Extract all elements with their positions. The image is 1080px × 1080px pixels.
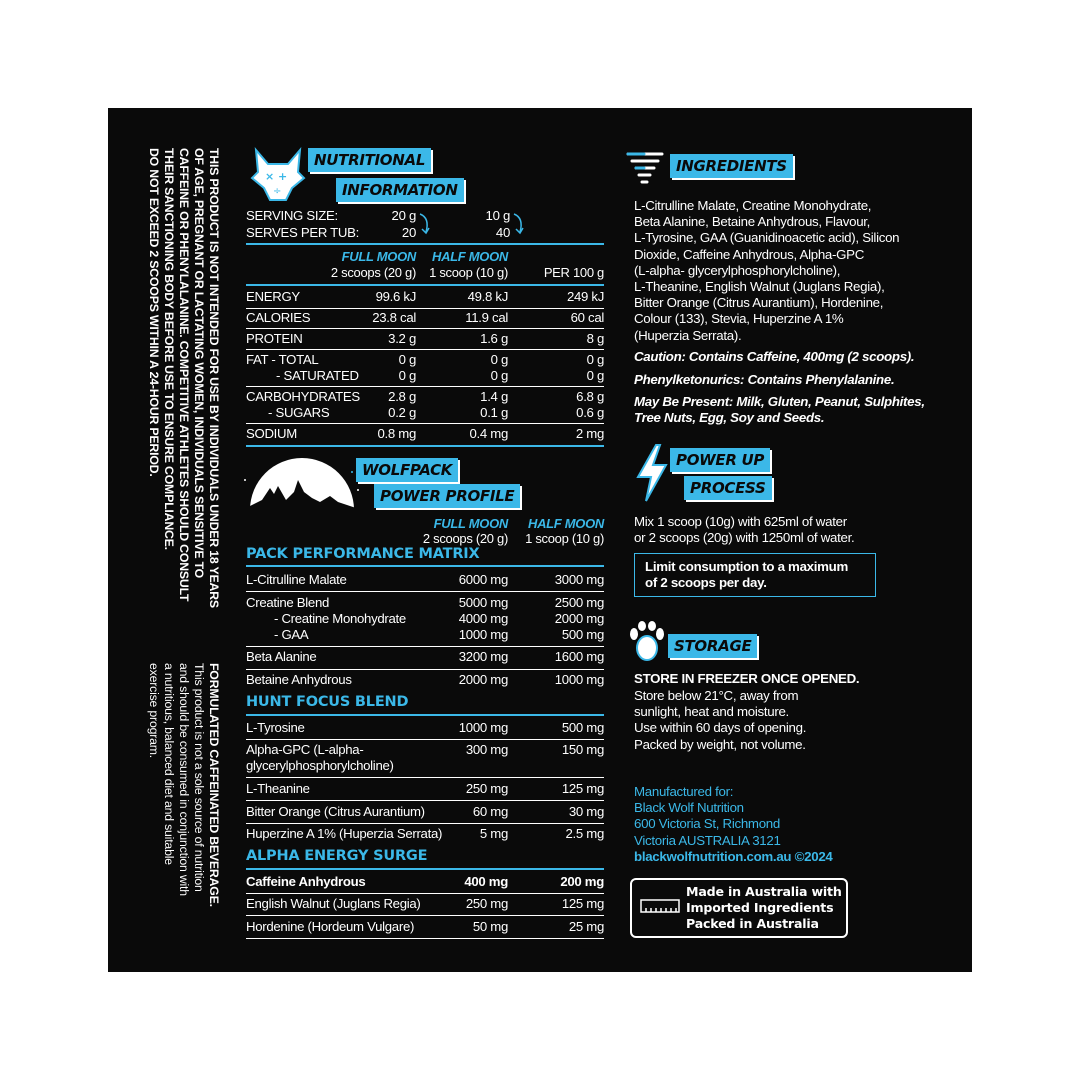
manufacturer-line: 600 Victoria St, Richmond: [634, 816, 780, 832]
pp-col-half-moon: HALF MOON: [527, 516, 604, 531]
made-in-line2: Imported Ingredients: [686, 900, 834, 915]
storage-headline: STORE IN FREEZER ONCE OPENED.: [634, 671, 860, 686]
group-hunt-focus: HUNT FOCUS BLEND: [246, 694, 409, 710]
divider: [246, 800, 604, 801]
col-half-moon: HALF MOON: [431, 249, 508, 264]
serving-size-label: SERVING SIZE:: [246, 208, 338, 223]
label-panel: [108, 108, 972, 972]
group-alpha-energy: ALPHA ENERGY SURGE: [246, 848, 428, 864]
paw-icon: [628, 620, 666, 664]
pp-half: 1600 mg: [554, 649, 604, 664]
manufacturer-line: Black Wolf Nutrition: [634, 800, 744, 816]
ingredients-line: Bitter Orange (Citrus Aurantium), Hordenine,: [634, 295, 884, 311]
full-serves: 20: [401, 225, 416, 240]
process-line2: or 2 scoops (20g) with 1250ml of water.: [634, 530, 855, 545]
ingredients-line: (L-alpha- glycerylphosphorylcholine),: [634, 262, 841, 278]
nutrition-per100: 0 g: [586, 352, 604, 367]
divider: [246, 669, 604, 670]
pp-label: Hordenine (Hordeum Vulgare): [246, 919, 415, 934]
pp-full: 5 mg: [479, 826, 508, 841]
ingredients-line: Colour (133), Stevia, Huperzine A 1%: [634, 311, 844, 327]
arrow-icon: [512, 212, 526, 236]
pp-full: 250 mg: [465, 781, 508, 796]
ingredients-line: Beta Alanine, Betaine Anhydrous, Flavour,: [634, 214, 871, 230]
pp-full: 250 mg: [465, 896, 508, 911]
svg-text:÷: ÷: [273, 186, 282, 197]
power-profile-title-line2: POWER PROFILE: [374, 484, 520, 508]
nutrition-full: 0.8 mg: [377, 426, 416, 441]
col-full-moon-sub: 2 scoops (20 g): [330, 265, 416, 280]
storage-text: [634, 688, 806, 753]
limit-box: [634, 553, 876, 597]
process-line1: Mix 1 scoop (10g) with 625ml of water: [634, 514, 847, 529]
pp-full: 1000 mg: [458, 627, 508, 642]
nutrition-half: 0.4 mg: [469, 426, 508, 441]
pp-full: 5000 mg: [458, 595, 508, 610]
pp-full: 6000 mg: [458, 572, 508, 587]
warning-line: THEIR SANCTIONING BODY BEFORE USE TO ENSURE COMPLIANCE.: [162, 148, 176, 550]
pp-label: L-Citrulline Malate: [246, 572, 347, 587]
warning-line: OF AGE, PREGNANT OR LACTATING WOMEN, INDIVIDUALS SENSITIVE TO: [192, 148, 206, 579]
ingredients-line: L-Theanine, English Walnut (Juglans Regia),: [634, 279, 885, 295]
may-present-line1: May Be Present: Milk, Gluten, Peanut, Sulphites,: [634, 394, 925, 409]
pp-label: - Creatine Monohydrate: [274, 611, 406, 626]
nutrition-label: - SATURATED: [276, 368, 359, 383]
pp-half: 30 mg: [568, 804, 604, 819]
serves-per-tub-label: SERVES PER TUB:: [246, 225, 360, 240]
tornado-icon: [624, 148, 666, 190]
group-pack-performance: PACK PERFORMANCE MATRIX: [246, 546, 480, 562]
divider: [246, 284, 604, 286]
manufacturer-line: Manufactured for:: [634, 784, 734, 799]
pp-label: - GAA: [274, 627, 309, 642]
nutrition-title-line2: INFORMATION: [336, 178, 464, 202]
warning-line: CAFFEINE OR PHENYLALANINE. COMPETITIVE ATHLETES SHOULD CONSULT: [177, 148, 191, 602]
pp-half: 2500 mg: [554, 595, 604, 610]
pp-half: 500 mg: [561, 627, 604, 642]
nutrition-full: 0.2 g: [388, 405, 416, 420]
nutrition-half: 0 g: [490, 352, 508, 367]
warning-line: THIS PRODUCT IS NOT INTENDED FOR USE BY INDIVIDUALS UNDER 18 YEARS: [207, 148, 221, 608]
divider: [246, 823, 604, 824]
nutrition-full: 23.8 cal: [372, 310, 416, 325]
formulated-title: FORMULATED CAFFEINATED BEVERAGE.: [207, 663, 221, 907]
pp-half: 125 mg: [561, 781, 604, 796]
process-title-line1: POWER UP: [670, 448, 770, 472]
divider: [246, 445, 604, 447]
divider: [246, 938, 604, 939]
pp-full: 300 mg: [465, 742, 508, 757]
nutrition-per100: 0 g: [586, 368, 604, 383]
nutrition-half: 1.6 g: [480, 331, 508, 346]
made-in-line3: Packed in Australia: [686, 916, 819, 931]
nutrition-per100: 249 kJ: [566, 289, 604, 304]
nutrition-half: 0.1 g: [480, 405, 508, 420]
nutrition-full: 2.8 g: [388, 389, 416, 404]
divider: [246, 328, 604, 329]
power-profile-title-line1: WOLFPACK: [356, 458, 458, 482]
pp-half: 2000 mg: [554, 611, 604, 626]
pp-label: Betaine Anhydrous: [246, 672, 352, 687]
wolf-moon-icon: [242, 450, 362, 516]
pp-half: 3000 mg: [554, 572, 604, 587]
svg-text:× +: × +: [265, 170, 288, 183]
pp-half: 200 mg: [560, 874, 604, 889]
storage-line: Packed by weight, not volume.: [634, 736, 806, 752]
nutrition-label: PROTEIN: [246, 331, 303, 346]
nutrition-full: 0 g: [398, 352, 416, 367]
made-in-line1: Made in Australia with: [686, 884, 842, 899]
divider: [246, 308, 604, 309]
full-serving-size: 20 g: [391, 208, 416, 223]
process-title-line2: PROCESS: [684, 476, 772, 500]
pp-label: Creatine Blend: [246, 595, 330, 610]
formulated-line: exercise program.: [147, 663, 161, 759]
manufacturer-line: Victoria AUSTRALIA 3121: [634, 832, 781, 848]
limit-line1: Limit consumption to a maximum: [645, 559, 849, 574]
storage-line: sunlight, heat and moisture.: [634, 704, 789, 720]
made-in-australia-box: [630, 878, 848, 938]
nutrition-label: CALORIES: [246, 310, 311, 325]
arrow-icon: [418, 212, 432, 236]
pp-label: glycerylphosphorylcholine): [246, 758, 394, 773]
limit-line2: of 2 scoops per day.: [645, 575, 767, 590]
wolf-icon: [248, 144, 308, 204]
measuring-bar-icon: [640, 899, 680, 913]
lightning-icon: [634, 443, 670, 503]
pp-full: 2000 mg: [458, 672, 508, 687]
nutrition-half: 49.8 kJ: [467, 289, 508, 304]
pp-label: Huperzine A 1% (Huperzia Serrata): [246, 826, 443, 841]
formulated-line: This product is not a sole source of nutrition: [192, 663, 206, 892]
pp-half: 500 mg: [561, 720, 604, 735]
manufacturer-line: blackwolfnutrition.com.au ©2024: [634, 848, 833, 864]
divider: [246, 386, 604, 387]
caution-text: Caution: Contains Caffeine, 400mg (2 scoops).: [634, 349, 915, 364]
pp-full: 60 mg: [472, 804, 508, 819]
pp-full: 400 mg: [464, 874, 508, 889]
nutrition-per100: 0.6 g: [576, 405, 604, 420]
formulated-line: and should be consumed in conjunction with: [177, 663, 191, 896]
nutrition-full: 99.6 kJ: [375, 289, 416, 304]
pp-full: 4000 mg: [458, 611, 508, 626]
pp-label: Alpha-GPC (L-alpha-: [246, 742, 364, 757]
nutrition-label: - SUGARS: [268, 405, 330, 420]
ingredients-line: L-Tyrosine, GAA (Guanidinoacetic acid), Silicon: [634, 230, 900, 246]
ingredients-title: INGREDIENTS: [670, 154, 793, 178]
divider: [246, 915, 604, 916]
nutrition-full: 3.2 g: [388, 331, 416, 346]
divider: [246, 893, 604, 894]
pp-label: Beta Alanine: [246, 649, 317, 664]
pp-col-half-moon-sub: 1 scoop (10 g): [525, 531, 604, 546]
divider: [246, 646, 604, 647]
divider: [246, 591, 604, 592]
divider: [246, 777, 604, 778]
nutrition-half: 1.4 g: [480, 389, 508, 404]
storage-title: STORAGE: [668, 634, 757, 658]
nutrition-half: 0 g: [490, 368, 508, 383]
storage-line: Use within 60 days of opening.: [634, 720, 807, 736]
half-serves: 40: [495, 225, 510, 240]
nutrition-label: CARBOHYDRATES: [246, 389, 360, 404]
pp-col-full-moon: FULL MOON: [433, 516, 508, 531]
nutrition-label: SODIUM: [246, 426, 297, 441]
storage-line: Store below 21°C, away from: [634, 688, 799, 703]
nutrition-title-line1: NUTRITIONAL: [308, 148, 431, 172]
pp-full: 1000 mg: [458, 720, 508, 735]
nutrition-half: 11.9 cal: [465, 310, 508, 325]
manufacturer-block: [634, 784, 833, 865]
formulated-line: a nutritious, balanced diet and suitable: [162, 663, 176, 865]
nutrition-label: ENERGY: [246, 289, 300, 304]
pku-text: Phenylketonurics: Contains Phenylalanine.: [634, 372, 895, 387]
pp-half: 25 mg: [568, 919, 604, 934]
col-per-100: PER 100 g: [543, 265, 604, 280]
nutrition-per100: 6.8 g: [576, 389, 604, 404]
col-half-moon-sub: 1 scoop (10 g): [429, 265, 508, 280]
ingredients-line: Dioxide, Caffeine Anhydrous, Alpha-GPC: [634, 246, 865, 262]
pp-label: Bitter Orange (Citrus Aurantium): [246, 804, 425, 819]
pp-half: 125 mg: [561, 896, 604, 911]
nutrition-per100: 60 cal: [570, 310, 604, 325]
divider: [246, 739, 604, 740]
pp-label: L-Tyrosine: [246, 720, 305, 735]
divider: [246, 423, 604, 424]
pp-label: English Walnut (Juglans Regia): [246, 896, 421, 911]
pp-half: 1000 mg: [554, 672, 604, 687]
pp-full: 50 mg: [472, 919, 508, 934]
may-present-line2: Tree Nuts, Egg, Soy and Seeds.: [634, 410, 825, 425]
nutrition-label: FAT - TOTAL: [246, 352, 319, 367]
ingredients-line: (Huperzia Serrata).: [634, 327, 742, 343]
divider: [246, 565, 604, 567]
ingredients-list: [634, 198, 934, 344]
pp-half: 150 mg: [561, 742, 604, 757]
pp-label: L-Theanine: [246, 781, 310, 796]
half-serving-size: 10 g: [485, 208, 510, 223]
pp-col-full-moon-sub: 2 scoops (20 g): [422, 531, 508, 546]
col-full-moon: FULL MOON: [341, 249, 416, 264]
divider: [246, 714, 604, 716]
divider: [246, 349, 604, 350]
pp-full: 3200 mg: [458, 649, 508, 664]
ingredients-line: L-Citrulline Malate, Creatine Monohydrate,: [634, 198, 872, 213]
pp-half: 2.5 mg: [565, 826, 604, 841]
nutrition-per100: 8 g: [586, 331, 604, 346]
warning-line: DO NOT EXCEED 2 SCOOPS WITHIN A 24-HOUR PERIOD.: [147, 148, 161, 477]
divider: [246, 243, 604, 245]
nutrition-full: 0 g: [398, 368, 416, 383]
pp-label: Caffeine Anhydrous: [246, 874, 366, 889]
nutrition-per100: 2 mg: [575, 426, 604, 441]
divider: [246, 868, 604, 870]
